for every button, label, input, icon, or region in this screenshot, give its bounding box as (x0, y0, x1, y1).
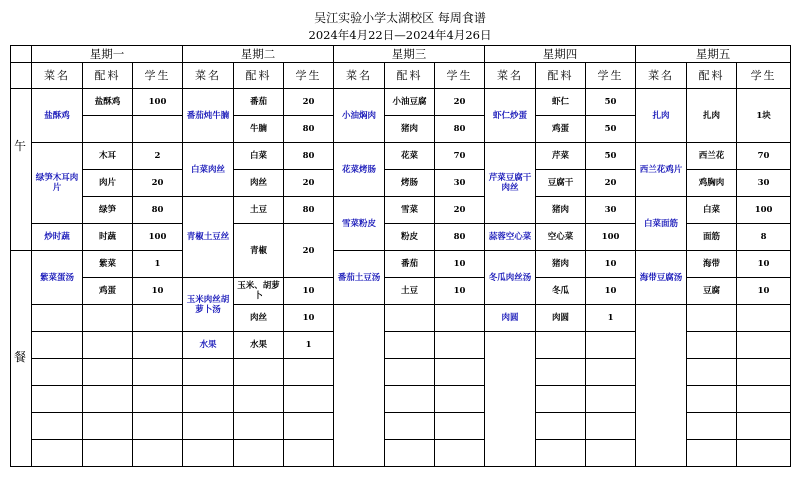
dish-name (485, 332, 536, 467)
menu-row (11, 251, 791, 278)
dish-name (636, 305, 687, 467)
day-header: 星期一 (32, 46, 183, 63)
col-header-ingredient: 配料 (536, 63, 586, 89)
col-header-amount: 学生 (435, 63, 485, 89)
student-amount: 100 (737, 197, 791, 224)
day-header: 星期四 (485, 46, 636, 63)
dish-name: 水果 (183, 332, 234, 359)
dish-name: 蒜蓉空心菜 (485, 224, 536, 251)
student-amount (435, 332, 485, 359)
dish-name: 虾仁炒蛋 (485, 89, 536, 143)
ingredient: 番茄 (234, 89, 284, 116)
dish-name (32, 440, 83, 467)
student-amount: 100 (586, 224, 636, 251)
student-amount: 10 (435, 251, 485, 278)
dish-name: 白菜肉丝 (183, 143, 234, 197)
ingredient: 肉丝 (234, 305, 284, 332)
ingredient: 白菜 (234, 143, 284, 170)
ingredient (234, 413, 284, 440)
ingredient: 粉皮 (385, 224, 435, 251)
dish-name: 紫菜蛋汤 (32, 251, 83, 305)
student-amount: 50 (586, 143, 636, 170)
ingredient: 水果 (234, 332, 284, 359)
ingredient: 土豆 (385, 278, 435, 305)
day-header: 星期五 (636, 46, 791, 63)
ingredient (234, 440, 284, 467)
student-amount: 20 (435, 89, 485, 116)
student-amount (133, 440, 183, 467)
student-amount: 10 (586, 251, 636, 278)
ingredient (687, 359, 737, 386)
student-amount (586, 359, 636, 386)
col-header-ingredient: 配料 (687, 63, 737, 89)
ingredient: 芹菜 (536, 143, 586, 170)
student-amount (737, 359, 791, 386)
ingredient: 空心菜 (536, 224, 586, 251)
ingredient (536, 440, 586, 467)
student-amount: 10 (586, 278, 636, 305)
ingredient (687, 440, 737, 467)
student-amount: 10 (435, 278, 485, 305)
student-amount (133, 359, 183, 386)
col-header-ingredient: 配料 (83, 63, 133, 89)
ingredient (385, 332, 435, 359)
student-amount: 30 (737, 170, 791, 197)
student-amount: 80 (284, 197, 334, 224)
col-header-amount: 学生 (133, 63, 183, 89)
ingredient: 豆腐 (687, 278, 737, 305)
ingredient: 盐酥鸡 (83, 89, 133, 116)
student-amount (284, 359, 334, 386)
ingredient: 肉圆 (536, 305, 586, 332)
student-amount: 20 (284, 170, 334, 197)
ingredient: 鸡胸肉 (687, 170, 737, 197)
ingredient (234, 386, 284, 413)
col-header-dish: 菜名 (334, 63, 385, 89)
col-header-dish: 菜名 (485, 63, 536, 89)
ingredient: 猪肉 (385, 116, 435, 143)
meal-label-bottom: 餐 (14, 350, 27, 364)
col-header-ingredient: 配料 (385, 63, 435, 89)
dish-name: 炒时蔬 (32, 224, 83, 251)
student-amount: 80 (284, 116, 334, 143)
dish-name: 小油焖肉 (334, 89, 385, 143)
dish-name: 雪菜粉皮 (334, 197, 385, 251)
ingredient (83, 359, 133, 386)
student-amount: 1 (133, 251, 183, 278)
ingredient (83, 386, 133, 413)
ingredient: 紫菜 (83, 251, 133, 278)
day-header: 星期二 (183, 46, 334, 63)
student-amount: 80 (284, 143, 334, 170)
student-amount: 80 (133, 197, 183, 224)
student-amount: 10 (133, 278, 183, 305)
col-header-dish: 菜名 (636, 63, 687, 89)
col-header-amount: 学生 (586, 63, 636, 89)
student-amount (737, 386, 791, 413)
menu-title: 吴江实验小学太湖校区 每周食谱 (314, 11, 486, 25)
student-amount (737, 305, 791, 332)
ingredient: 鸡蛋 (536, 116, 586, 143)
ingredient (385, 386, 435, 413)
weekly-menu-table (10, 45, 791, 467)
dish-name: 绿笋木耳肉片 (32, 143, 83, 224)
student-amount: 20 (133, 170, 183, 197)
ingredient: 面筋 (687, 224, 737, 251)
student-amount: 70 (737, 143, 791, 170)
dish-name: 冬瓜肉丝汤 (485, 251, 536, 305)
dish-name: 青椒土豆丝 (183, 197, 234, 278)
dish-name: 番茄炖牛腩 (183, 89, 234, 143)
ingredient: 虾仁 (536, 89, 586, 116)
ingredient: 番茄 (385, 251, 435, 278)
dish-name (32, 332, 83, 359)
ingredient (385, 359, 435, 386)
student-amount: 10 (284, 278, 334, 305)
student-amount (133, 413, 183, 440)
ingredient: 土豆 (234, 197, 284, 224)
ingredient: 绿笋 (83, 197, 133, 224)
dish-name (183, 386, 234, 413)
col-header-amount: 学生 (284, 63, 334, 89)
dish-name: 芹菜豆腐干肉丝 (485, 143, 536, 224)
menu-row (11, 305, 791, 332)
ingredient: 青椒 (234, 224, 284, 278)
student-amount (435, 413, 485, 440)
ingredient: 冬瓜 (536, 278, 586, 305)
ingredient: 豆腐干 (536, 170, 586, 197)
ingredient: 牛腩 (234, 116, 284, 143)
ingredient (83, 332, 133, 359)
student-amount (435, 359, 485, 386)
student-amount (133, 116, 183, 143)
student-amount: 10 (737, 251, 791, 278)
dish-name: 番茄土豆汤 (334, 251, 385, 305)
student-amount (586, 386, 636, 413)
meal-label-top: 午 (14, 139, 27, 153)
ingredient (385, 305, 435, 332)
date-range: 2024年4月22日—2024年4月26日 (308, 28, 492, 42)
student-amount (435, 305, 485, 332)
student-amount: 80 (435, 224, 485, 251)
student-amount: 30 (586, 197, 636, 224)
student-amount: 1 (586, 305, 636, 332)
ingredient: 猪肉 (536, 197, 586, 224)
student-amount (737, 440, 791, 467)
student-amount: 70 (435, 143, 485, 170)
ingredient: 肉丝 (234, 170, 284, 197)
col-header-dish: 菜名 (32, 63, 83, 89)
ingredient: 猪肉 (536, 251, 586, 278)
ingredient: 烤肠 (385, 170, 435, 197)
ingredient (536, 413, 586, 440)
col-header-amount: 学生 (737, 63, 791, 89)
ingredient (83, 305, 133, 332)
ingredient (536, 332, 586, 359)
ingredient: 西兰花 (687, 143, 737, 170)
ingredient (536, 359, 586, 386)
dish-name (32, 359, 83, 386)
dish-name: 海带豆腐汤 (636, 251, 687, 305)
ingredient (385, 413, 435, 440)
dish-name: 玉米肉丝胡萝卜汤 (183, 278, 234, 332)
ingredient: 玉米、胡萝卜 (234, 278, 284, 305)
menu-row (11, 197, 791, 224)
student-amount: 30 (435, 170, 485, 197)
col-header-ingredient: 配料 (234, 63, 284, 89)
student-amount: 10 (737, 278, 791, 305)
ingredient: 小油豆腐 (385, 89, 435, 116)
day-header-row (11, 46, 791, 63)
ingredient: 白菜 (687, 197, 737, 224)
student-amount (737, 332, 791, 359)
ingredient: 木耳 (83, 143, 133, 170)
student-amount: 80 (435, 116, 485, 143)
dish-name (32, 386, 83, 413)
student-amount (435, 440, 485, 467)
student-amount: 2 (133, 143, 183, 170)
student-amount: 50 (586, 89, 636, 116)
student-amount: 20 (284, 89, 334, 116)
dish-name (183, 413, 234, 440)
student-amount (586, 413, 636, 440)
student-amount (284, 386, 334, 413)
ingredient (536, 386, 586, 413)
ingredient (687, 413, 737, 440)
ingredient: 花菜 (385, 143, 435, 170)
ingredient: 雪菜 (385, 197, 435, 224)
student-amount (133, 332, 183, 359)
student-amount: 1 (284, 332, 334, 359)
ingredient (83, 440, 133, 467)
ingredient: 海带 (687, 251, 737, 278)
ingredient (83, 116, 133, 143)
ingredient (687, 332, 737, 359)
student-amount (133, 386, 183, 413)
student-amount (586, 332, 636, 359)
dish-name: 肉圆 (485, 305, 536, 332)
dish-name: 扎肉 (636, 89, 687, 143)
dish-name (183, 359, 234, 386)
menu-row (11, 143, 791, 170)
dish-name (32, 305, 83, 332)
col-header-dish: 菜名 (183, 63, 234, 89)
student-amount: 100 (133, 224, 183, 251)
meal-side-cell (11, 89, 32, 251)
dish-name: 西兰花鸡片 (636, 143, 687, 197)
menu-row (11, 89, 791, 116)
day-header: 星期三 (334, 46, 485, 63)
student-amount (284, 440, 334, 467)
ingredient: 肉片 (83, 170, 133, 197)
student-amount (284, 413, 334, 440)
student-amount (586, 440, 636, 467)
student-amount: 10 (284, 305, 334, 332)
dish-name (32, 413, 83, 440)
ingredient (234, 359, 284, 386)
ingredient (687, 386, 737, 413)
student-amount: 20 (435, 197, 485, 224)
ingredient: 扎肉 (687, 89, 737, 143)
student-amount (133, 305, 183, 332)
ingredient (687, 305, 737, 332)
ingredient: 鸡蛋 (83, 278, 133, 305)
side-cell (11, 63, 32, 89)
column-header-row (11, 63, 791, 89)
dish-name: 花菜烤肠 (334, 143, 385, 197)
corner-cell (11, 46, 32, 63)
student-amount (737, 413, 791, 440)
student-amount: 20 (586, 170, 636, 197)
ingredient (385, 440, 435, 467)
dish-name: 盐酥鸡 (32, 89, 83, 143)
dish-name: 白菜面筋 (636, 197, 687, 251)
student-amount: 8 (737, 224, 791, 251)
dish-name (334, 305, 385, 467)
ingredient: 时蔬 (83, 224, 133, 251)
student-amount: 100 (133, 89, 183, 116)
student-amount: 1块 (737, 89, 791, 143)
student-amount (435, 386, 485, 413)
dish-name (183, 440, 234, 467)
ingredient (83, 413, 133, 440)
student-amount: 50 (586, 116, 636, 143)
student-amount: 20 (284, 224, 334, 278)
